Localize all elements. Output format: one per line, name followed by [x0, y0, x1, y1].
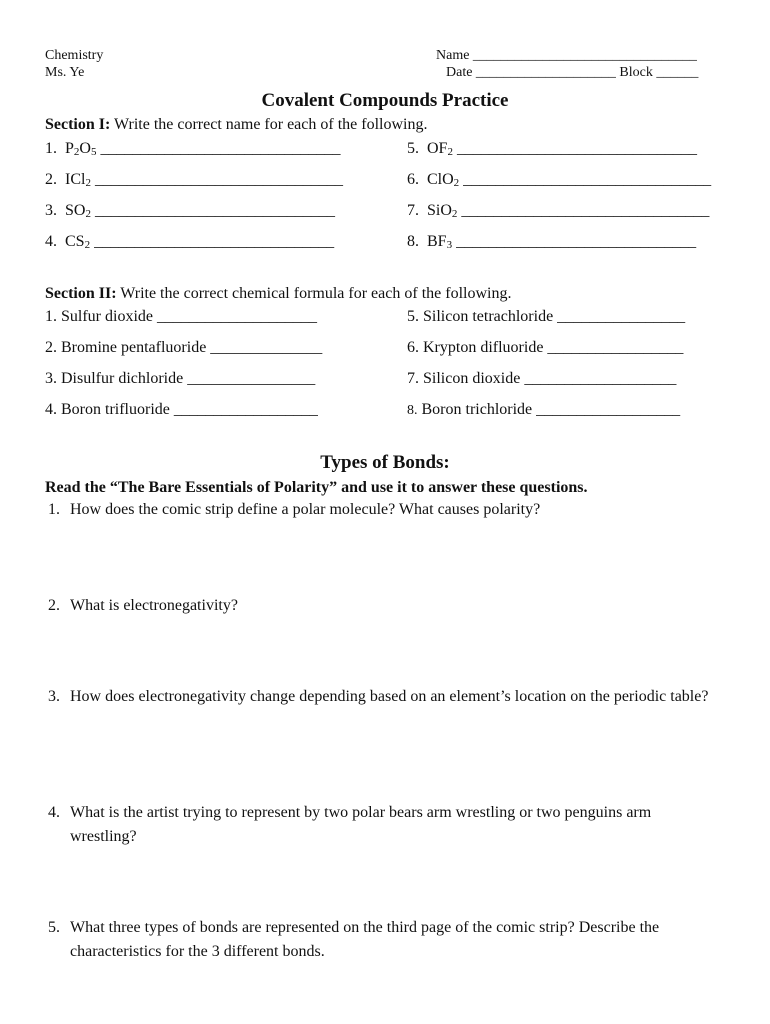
answer-blank[interactable]: ______________________________ — [452, 233, 697, 250]
answer-blank[interactable]: ______________________________ — [452, 140, 697, 157]
item-number: 7. — [407, 370, 419, 387]
section2-item-1 — [45, 308, 317, 326]
section1-item-4 — [45, 233, 334, 251]
chem-formula: ICl$_2$ — [65, 171, 91, 189]
question-2 — [48, 594, 738, 624]
question-number: 1. — [48, 501, 60, 518]
section1-label: Section I: — [45, 116, 111, 133]
section2-item-7 — [407, 370, 676, 388]
section1-item-1 — [45, 140, 340, 158]
item-number: 7. — [407, 202, 419, 219]
answer-blank[interactable]: _______________________________ — [459, 171, 712, 188]
teacher-label: Ms. Ye — [45, 65, 85, 80]
question-text: What is electronegativity? — [70, 597, 238, 614]
question-4 — [48, 801, 738, 855]
question-text: What three types of bonds are represented on the third page of the comic strip? Describe the characteristics for the 3 different bonds. — [70, 919, 660, 960]
item-number: 1. — [45, 140, 57, 157]
section1-item-8 — [407, 233, 696, 251]
item-number: 2. — [45, 339, 57, 356]
question-number: 4. — [48, 804, 60, 821]
chem-formula: $OF_2$ — [427, 140, 453, 158]
question-number: 2. — [48, 597, 60, 614]
item-number: 8. — [407, 403, 418, 418]
compound-name[interactable]: Boron trichloride __________________ — [421, 401, 681, 418]
item-number: 5. — [407, 140, 419, 157]
item-number: 6. — [407, 171, 419, 188]
section1-heading — [45, 116, 427, 134]
section1-item-7 — [407, 202, 709, 220]
item-number: 1. — [45, 308, 57, 325]
question-number: 3. — [48, 688, 60, 705]
section2-item-5 — [407, 308, 685, 326]
question-number: 5. — [48, 919, 60, 936]
date-block-field: Date ____________________ Block ______ — [446, 65, 699, 80]
section2-item-6 — [407, 339, 683, 357]
question-text: What is the artist trying to represent by two polar bears arm wrestling or two penguins arm wrestling? — [70, 804, 652, 845]
item-number: 6. — [407, 339, 419, 356]
chem-formula: SiO$_2$ — [427, 202, 458, 220]
section2-item-2 — [45, 339, 322, 357]
item-number: 8. — [407, 233, 419, 250]
compound-name[interactable]: Disulfur dichloride ________________ — [61, 370, 316, 387]
compound-name[interactable]: Boron trifluoride __________________ — [61, 401, 318, 418]
question-1 — [48, 498, 738, 528]
answer-blank[interactable]: ______________________________ — [90, 233, 335, 250]
section2-item-8 — [407, 401, 680, 420]
section1-item-6 — [407, 171, 711, 189]
item-number: 4. — [45, 401, 57, 418]
chem-formula: $SO_2$ — [65, 202, 91, 220]
section2-label: Section II: — [45, 285, 117, 302]
section1-instruction: Write the correct name for each of the following. — [110, 116, 428, 133]
bonds-title: Types of Bonds: — [320, 452, 450, 473]
compound-name[interactable]: Sulfur dioxide ____________________ — [61, 308, 317, 325]
question-text: How does electronegativity change depending based on an element’s location on the periodic table? — [70, 688, 709, 705]
section2-instruction: Write the correct chemical formula for each of the following. — [116, 285, 512, 302]
chem-formula: $P_2O_5$ — [65, 140, 97, 158]
item-number: 5. — [407, 308, 419, 325]
item-number: 3. — [45, 202, 57, 219]
section1-item-2 — [45, 171, 343, 189]
answer-blank[interactable]: ______________________________ — [96, 140, 341, 157]
section1-item-5 — [407, 140, 697, 158]
question-5 — [48, 916, 738, 970]
answer-blank[interactable]: _______________________________ — [90, 171, 343, 188]
course-label: Chemistry — [45, 48, 104, 63]
compound-name[interactable]: Silicon tetrachloride ________________ — [423, 308, 686, 325]
compound-name[interactable]: Silicon dioxide ___________________ — [423, 370, 677, 387]
answer-blank[interactable]: ______________________________ — [90, 202, 335, 219]
section1-item-3 — [45, 202, 335, 220]
section2-item-3 — [45, 370, 315, 388]
section2-item-4 — [45, 401, 318, 419]
item-number: 2. — [45, 171, 57, 188]
item-number: 3. — [45, 370, 57, 387]
chem-formula: $CS_2$ — [65, 233, 91, 251]
section2-heading — [45, 285, 511, 303]
bonds-instruction: Read the “The Bare Essentials of Polarity” and use it to answer these questions. — [45, 479, 588, 496]
page-title: Covalent Compounds Practice — [261, 90, 509, 111]
answer-blank[interactable]: _______________________________ — [457, 202, 710, 219]
name-field: Name ________________________________ — [436, 48, 697, 63]
question-text: How does the comic strip define a polar molecule? What causes polarity? — [70, 501, 541, 518]
compound-name[interactable]: Krypton difluoride _________________ — [423, 339, 684, 356]
chem-formula: ClO$_2$ — [427, 171, 460, 189]
question-3 — [48, 685, 738, 739]
item-number: 4. — [45, 233, 57, 250]
compound-name[interactable]: Bromine pentafluoride ______________ — [61, 339, 323, 356]
chem-formula: $BF_3$ — [427, 233, 453, 251]
